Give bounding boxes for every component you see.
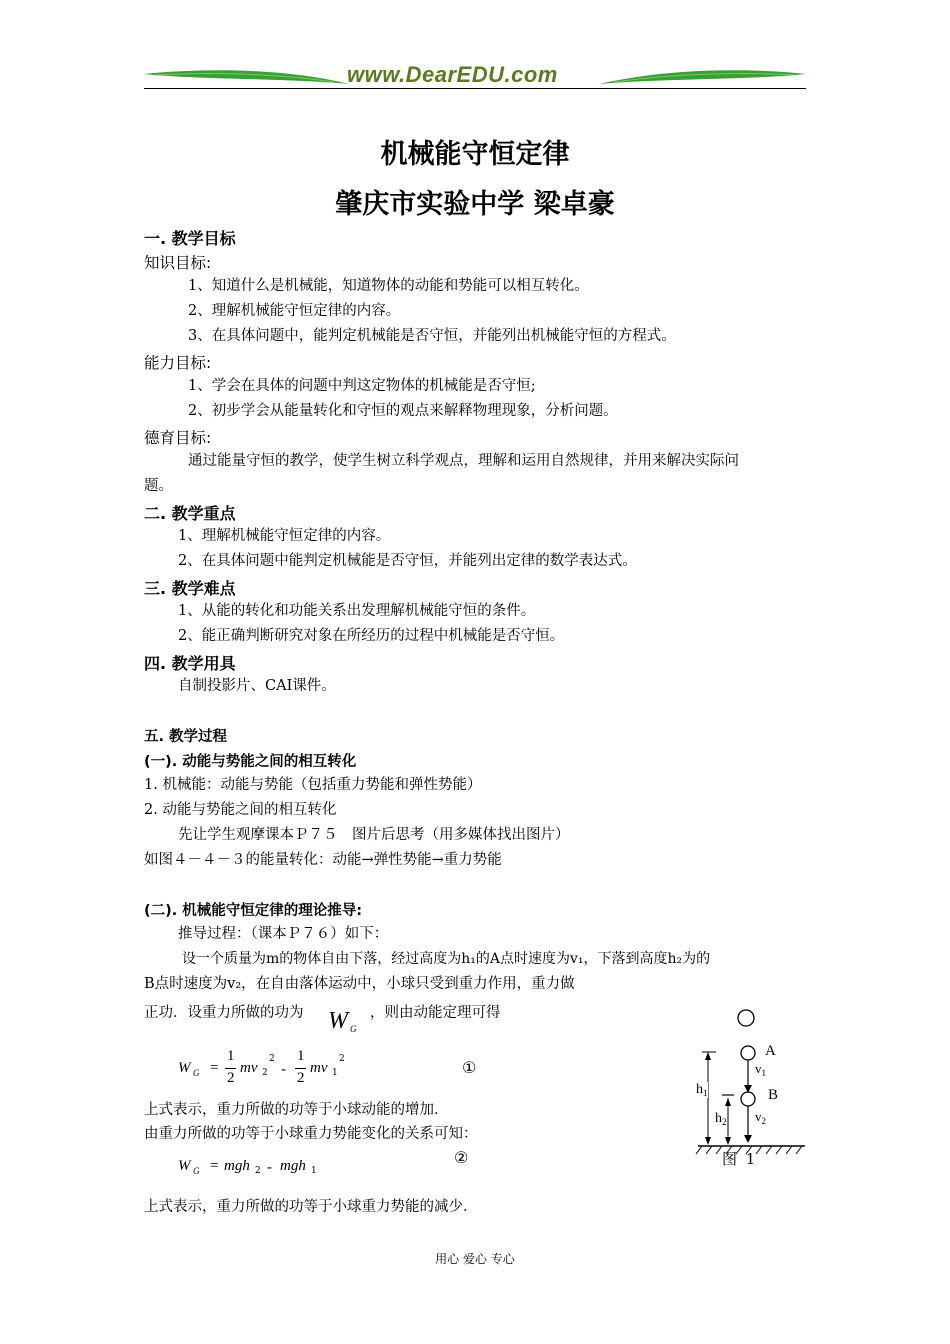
tools-item: 自制投影片、CAI课件。: [178, 678, 336, 694]
process-p1: 1. 机械能：动能与势能（包括重力势能和弹性势能）: [144, 777, 482, 793]
key-point-2: 2、在具体问题中能判定机械能是否守恒，并能列出定律的数学表达式。: [178, 553, 637, 569]
banner-swoosh-left: [144, 66, 349, 88]
heading-key-points: 二. 教学重点: [144, 504, 236, 523]
difficulty-2: 2、能正确判断研究对象在所经历的过程中机械能是否守恒。: [178, 628, 565, 644]
banner-swoosh-right: [599, 66, 806, 88]
process-p5: 推导过程：（课本Ｐ７６）如下：: [178, 926, 389, 942]
key-point-1: 1、理解机械能守恒定律的内容。: [178, 528, 391, 544]
process-p2: 2. 动能与势能之间的相互转化: [144, 802, 337, 818]
moral-label: 德育目标:: [144, 429, 212, 447]
process-p4: 如图４－４－３的能量转化：动能→弹性势能→重力势能: [144, 852, 502, 868]
page-title: 机械能守恒定律: [380, 139, 570, 170]
h2-up-arrow-icon: [725, 1098, 731, 1106]
label-h2: $h_2$: [715, 1111, 727, 1127]
heading-process: 五. 教学过程: [144, 729, 228, 745]
label-h1: $h_1$: [696, 1082, 708, 1098]
process-p3: 先让学生观摩课本Ｐ７５ 图片后思考（用多媒体找出图片）: [178, 827, 570, 843]
page-footer: 用心 爱心 专心: [435, 1252, 515, 1266]
site-name[interactable]: www.DearEDU.com: [347, 62, 558, 87]
knowledge-item-3: 3、在具体问题中，能判定机械能是否守恒，并能列出机械能守恒的方程式。: [188, 328, 676, 344]
process-p7a: 正功．设重力所做的功为: [144, 1005, 304, 1021]
subheading-derivation: (二). 机械能守恒定律的理论推导:: [144, 903, 363, 919]
heading-difficulties: 三. 教学难点: [144, 579, 236, 598]
ball-b: [741, 1092, 755, 1106]
label-v1: $v_1$: [755, 1061, 766, 1078]
difficulty-1: 1、从能的转化和功能关系出发理解机械能守恒的条件。: [178, 603, 536, 619]
process-p9: 由重力所做的功等于小球重力势能变化的关系可知：: [144, 1126, 478, 1142]
ball-a: [741, 1046, 755, 1060]
ability-item-2: 2、初步学会从能量转化和守恒的观点来解释物理现象，分析问题。: [188, 403, 618, 419]
heading-tools: 四. 教学用具: [144, 654, 236, 673]
v2-arrow-icon: [744, 1135, 752, 1143]
process-p10: 上式表示，重力所做的功等于小球重力势能的减少．: [144, 1199, 478, 1215]
figure-1: [690, 1005, 810, 1175]
figure-caption: 图 1: [722, 1150, 758, 1168]
ball-start: [738, 1010, 754, 1026]
h2-down-arrow-icon: [725, 1137, 731, 1145]
h1-up-arrow-icon: [705, 1052, 711, 1060]
label-v2: $v_2$: [755, 1109, 766, 1126]
ability-label: 能力目标:: [144, 354, 212, 372]
heading-objectives: 一. 教学目标: [144, 229, 236, 248]
process-p7b: ，则由动能定理可得: [370, 1005, 501, 1021]
moral-text-2: 题。: [144, 478, 173, 494]
process-p6b: B点时速度为v₂，在自由落体运动中，小球只受到重力作用，重力做: [144, 976, 575, 992]
label-a: A: [765, 1043, 776, 1059]
header-rule: [144, 88, 806, 89]
moral-text-1: 通过能量守恒的教学，使学生树立科学观点，理解和运用自然规律，并用来解决实际问: [188, 453, 739, 469]
knowledge-item-1: 1、知道什么是机械能，知道物体的动能和势能可以相互转化。: [188, 278, 589, 294]
ability-item-1: 1、学会在具体的问题中判这定物体的机械能是否守恒;: [188, 378, 536, 394]
process-p6a: 设一个质量为m的物体自由下落，经过高度为h₁的A点时速度为v₁，下落到高度h₂为的: [182, 951, 711, 967]
knowledge-label: 知识目标:: [144, 254, 212, 272]
h1-down-arrow-icon: [705, 1137, 711, 1145]
equation-2-number: ②: [454, 1148, 469, 1167]
label-b: B: [768, 1087, 779, 1103]
equation-1-number: ①: [462, 1058, 477, 1077]
author-line: 肇庆市实验中学 梁卓豪: [335, 189, 615, 220]
wg-symbol: W $_G$: [328, 1008, 357, 1034]
subheading-conversion: (一). 动能与势能之间的相互转化: [144, 754, 357, 770]
knowledge-item-2: 2、理解机械能守恒定律的内容。: [188, 303, 401, 319]
process-p8: 上式表示，重力所做的功等于小球动能的增加．: [144, 1102, 449, 1118]
